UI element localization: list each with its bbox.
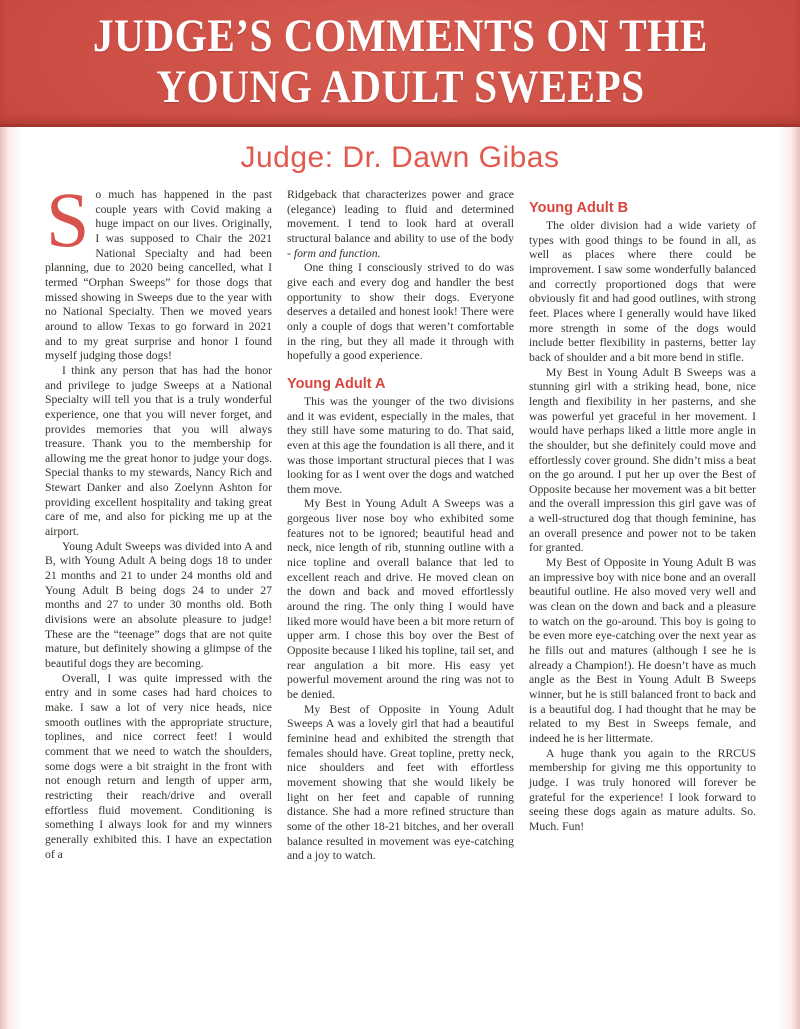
paragraph: [287, 703, 514, 864]
text-run: My Best of Opposite in Young Adult Sweeps A was a lovely girl that had a beautiful feminine head and exhibited the strength that females should have. Great topline, pretty neck, nice shoulders and feet with effortless movement showing that she would likely be light on her feet and capable of running distance. She had a more refined structure than some of the other 18-21 bitches, and her overall balance resulted in movement was eye-catching and a joy to watch.: [287, 702, 514, 863]
text-column-2: [287, 188, 514, 864]
paragraph: [529, 747, 756, 835]
drop-cap-letter: S: [46, 176, 90, 263]
paragraph: [529, 556, 756, 747]
page-title: [93, 11, 708, 113]
paragraph: [287, 261, 514, 364]
text-column-3: [529, 188, 756, 864]
page-title-line1: JUDGE’S COMMENTS ON THE: [92, 10, 708, 62]
paragraph: [287, 497, 514, 702]
text-run: My Best of Opposite in Young Adult B was an impressive boy with nice bone and an overall beautiful outline. He also moved very well and was clean on the down and back and a pleasure to watch on the go-around. This boy is going to be even more eye-catching over the next year as he fills out and matures (although I see he is already a Champion!). He doesn’t have as much angle as the Best in Young Adult B Sweeps winner, but he is still balanced front to back and is a beautiful dog. I had thought that he may be related to my Best in Sweeps female, and indeed he is her littermate.: [529, 556, 756, 745]
paragraph: [45, 672, 272, 863]
paragraph: [529, 366, 756, 557]
text-run: o much has happened in the past couple years with Covid making a huge impact on our lives. Originally, I was supposed to Chair the 2021 National Specialty and had been planning, due to 2020 being cancelled, what I termed “Orphan Sweeps” for those dogs that missed showing in Sweeps due to the year with no National Specialty. Then we moved years around to allow Texas to go forward in 2021 and to my great surprise and honor I found myself judging those dogs!: [45, 188, 272, 363]
header-banner: [0, 0, 800, 127]
page-title-line2: YOUNG ADULT SWEEPS: [155, 61, 645, 113]
italic-text-run: form and function.: [293, 246, 381, 260]
section-heading: Young Adult A: [287, 375, 386, 392]
paragraph: [45, 540, 272, 672]
text-run: My Best in Young Adult A Sweeps was a gorgeous liver nose boy who exhibited some features not to be ignored; beautiful head and neck, nice length of rib, stunning outline with a nice topline and overall balance that led to excellent reach and drive. He moved clean on the down and back and moved effortlessly around the ring. The only thing I would have liked more would have been a bit more return of upper arm. I chose this boy over the Best of Opposite because I liked his topline, tail set, and rear angulation a bit more. His easy yet powerful movement around the ring was not to be denied.: [287, 497, 514, 701]
paragraph: [45, 176, 272, 364]
paragraph: [529, 219, 756, 366]
text-column-1: [45, 176, 272, 864]
text-run: A huge thank you again to the RRCUS membership for giving me this opportunity to judge. I was truly honored will forever be grateful for the experience! I look forward to seeing these dogs again as mature adults. So. Much. Fun!: [529, 746, 756, 833]
text-run: The older division had a wide variety of types with good things to be found in all, as well as places where there could be improvement. I saw some wonderfully balanced and correctly proportioned dogs that were obviously fit and had good outlines, with strong feet. Places where I generally would have liked more strength in some of the dogs would include better flexibility in pasterns, better lay back of shoulder and a bit more bend in stifle.: [529, 219, 756, 364]
text-run: One thing I consciously strived to do was give each and every dog and handler the best opportunity to show their dogs. Everyone deserves a detailed and honest look! There were only a couple of dogs that weren’t comfortable in the ring, but they all made it through with hopefully a good experience.: [287, 261, 514, 363]
article-columns: [0, 175, 800, 864]
text-run: I think any person that has had the honor and privilege to judge Sweeps at a National Specialty will tell you that is a truly wonderful experience, one that you will never forget, and provides memories that you will always treasure. Thank you to the membership for allowing me the great honor to judge your dogs. Special thanks to my stewards, Nancy Rich and Stewart Danker and also Zoelynn Ashton for providing excellent hospitality and taking great care of me, and also for picking me up at the airport.: [45, 363, 272, 539]
text-run: My Best in Young Adult B Sweeps was a stunning girl with a striking head, bone, nice length and flexibility in her pasterns, and she was powerful yet graceful in her movement. I would have perhaps liked a little more angle in the shoulder, but she definitely could move and effortlessly cover ground. She didn’t miss a beat on the go around. I put her up over the Best of Opposite because her movement was a bit better and the overall impression this girl gave was of a well-structured dog that though feminine, has an overall presence and power not to be taken for granted.: [529, 365, 756, 555]
text-run: Young Adult Sweeps was divided into A and B, with Young Adult A being dogs 18 to under 21 months and 21 to under 24 months old and Young Adult B being dogs 24 to under 27 months and 27 to under 30 months old. Both divisions were an absolute pleasure to judge! These are the “teenage” dogs that are not quite mature, but definitely showing a glimpse of the beautiful dogs they are becoming.: [45, 539, 272, 670]
section-heading: Young Adult B: [529, 200, 629, 216]
text-run: Overall, I was quite impressed with the entry and in some cases had hard choices to make. I saw a lot of very nice heads, nice smooth outlines with the appropriate structure, toplines, and nice correct feet! I would comment that we need to watch the shoulders, some dogs were a bit straight in the front with not enough return and length of upper arm, restricting their reach/drive and overall effortless fluid movement. Conditioning is something I always look for and my winners generally exhibited this. I have an expectation of a: [45, 671, 272, 861]
paragraph: [287, 188, 514, 261]
text-run: This was the younger of the two divisions and it was evident, especially in the males, that they still have some maturing to do. That said, even at this age the foundation is all there, and it was those important structural pieces that I was looking for as I went over the dogs and watched them move.: [287, 394, 514, 496]
paragraph: [287, 395, 514, 498]
text-run: Ridgeback that characterizes power and grace (elegance) leading to fluid and determined movement. I tend to look hard at overall structural balance and ability to use of the body -: [287, 188, 514, 260]
judge-name-heading: Judge: Dr. Dawn Gibas: [240, 141, 560, 174]
paragraph: [45, 364, 272, 540]
